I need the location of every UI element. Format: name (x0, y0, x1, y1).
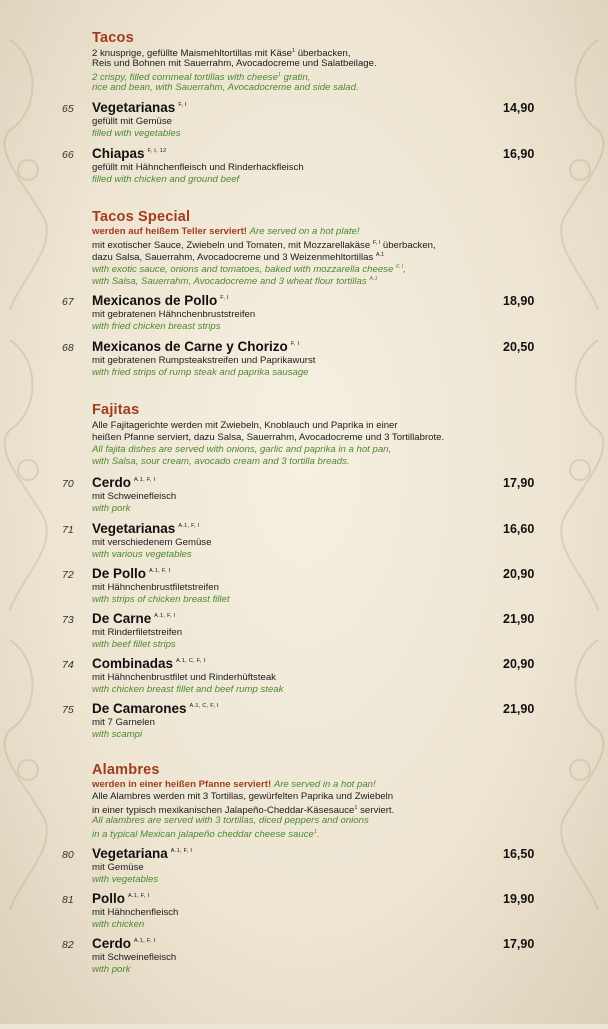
tacos-special-desc-de-1: mit exotischer Sauce, Zwiebeln und Tomaten, mit Mozzarellakäse $^{F, I}$ überbacken, (92, 240, 436, 251)
tacos-desc-en-1: 2 crispy, filled cornmeal tortillas with cheese$^1$ gratin, (92, 72, 311, 83)
alambres-desc-en-1: All alambres are served with 3 tortillas, diced peppers and onions (92, 815, 369, 826)
item-desc-en: with strips of chicken breast fillet (92, 594, 230, 605)
item-price: 20,50 (503, 340, 535, 354)
item-number: 81 (62, 894, 74, 906)
item-number: 80 (62, 849, 74, 861)
tacos-special-desc-de-2: dazu Salsa, Sauerrahm, Avocadocreme und 3 Weizenmehltortillas $^{A.1}$ (92, 252, 385, 263)
fajitas-desc-de-1: Alle Fajitagerichte werden mit Zwiebeln, Knoblauch und Paprika in einer (92, 420, 398, 431)
item-desc-de: mit gebratenen Hähnchenbruststreifen (92, 309, 256, 320)
item-number: 82 (62, 939, 74, 951)
right-ornament (552, 0, 608, 1024)
item-number: 74 (62, 659, 74, 671)
alambres-desc-de-1: Alle Alambres werden mit 3 Tortillas, gewürfelten Paprika und Zwiebeln (92, 791, 394, 802)
item-name: Mexicanos de Pollo $^{F, I}$ (92, 293, 229, 308)
item-number: 66 (62, 149, 74, 161)
item-price: 17,90 (503, 937, 535, 951)
item-number: 65 (62, 103, 74, 115)
tacos-desc-en-2: rice and bean, with Sauerrahm, Avocadocreme and side salad. (92, 82, 359, 93)
item-desc-de: gefüllt mit Hähnchenfleisch und Rinderhackfleisch (92, 162, 304, 173)
item-name: Mexicanos de Carne y Chorizo $^{F, I}$ (92, 339, 300, 354)
item-desc-de: mit Gemüse (92, 862, 144, 873)
section-title-alambres: Alambres (92, 762, 160, 778)
item-name: Pollo $^{A.1, F, I}$ (92, 891, 150, 906)
section-title-tacos: Tacos (92, 30, 134, 46)
item-name: Chiapas $^{F, I, 12}$ (92, 146, 167, 161)
item-name: De Camarones $^{A.1, C, F, I}$ (92, 701, 219, 716)
item-desc-de: gefüllt mit Gemüse (92, 116, 172, 127)
alambres-served: werden in einer heißen Pfanne serviert! Are served in a hot pan! (92, 779, 376, 790)
item-number: 73 (62, 614, 74, 626)
item-desc-en: filled with chicken and ground beef (92, 174, 240, 185)
fajitas-desc-de-2: heißen Pfanne serviert, dazu Salsa, Sauerrahm, Avocadocreme und 3 Tortillabrote. (92, 432, 445, 443)
item-desc-en: filled with vegetables (92, 128, 181, 139)
item-desc-en: with fried strips of rump steak and paprika sausage (92, 367, 309, 378)
item-desc-en: with chicken (92, 919, 145, 930)
item-desc-de: mit 7 Garnelen (92, 717, 155, 728)
item-number: 72 (62, 569, 74, 581)
left-ornament (0, 0, 56, 1024)
item-number: 75 (62, 704, 74, 716)
item-number: 70 (62, 478, 74, 490)
item-price: 19,90 (503, 892, 535, 906)
item-desc-en: with pork (92, 503, 131, 514)
fajitas-desc-en-1: All fajita dishes are served with onions, garlic and paprika in a hot pan, (92, 444, 392, 455)
item-number: 71 (62, 524, 74, 536)
item-name: Vegetarianas $^{F, I}$ (92, 100, 187, 115)
tacos-special-served: werden auf heißem Teller serviert! Are served on a hot plate! (92, 226, 360, 237)
item-desc-de: mit gebratenen Rumpsteakstreifen und Paprikawurst (92, 355, 316, 366)
item-desc-en: with chicken breast fillet and beef rump steak (92, 684, 284, 695)
item-desc-en: with beef fillet strips (92, 639, 176, 650)
item-desc-de: mit Schweinefleisch (92, 491, 177, 502)
tacos-special-desc-en-2: with Salsa, Sauerrahm, Avocadocreme and 3 wheat flour tortillas $^{A.1}$ (92, 276, 378, 287)
item-desc-en: with scampi (92, 729, 143, 740)
alambres-desc-de-2: in einer typisch mexikanischen Jalapeño-Cheddar-Käsesauce$^1$ serviert. (92, 805, 395, 816)
item-desc-de: mit Hähnchenfleisch (92, 907, 179, 918)
alambres-desc-en-2: in a typical Mexican jalapeño cheddar cheese sauce$^1$. (92, 829, 320, 840)
item-name: Combinadas $^{A.1, C, F, I}$ (92, 656, 206, 671)
item-name: Vegetarianas $^{A.1, F, I}$ (92, 521, 200, 536)
item-desc-en: with fried chicken breast strips (92, 321, 221, 332)
tacos-desc-de-1: 2 knusprige, gefüllte Maismehltortillas mit Käse$^1$ überbacken, (92, 48, 351, 59)
item-name: De Carne $^{A.1, F, I}$ (92, 611, 176, 626)
item-price: 21,90 (503, 612, 535, 626)
section-title-fajitas: Fajitas (92, 402, 140, 418)
item-price: 20,90 (503, 567, 535, 581)
item-desc-en: with pork (92, 964, 131, 975)
item-price: 21,90 (503, 702, 535, 716)
tacos-desc-de-2: Reis und Bohnen mit Sauerrahm, Avocadocreme und Salatbeilage. (92, 58, 377, 69)
item-desc-de: mit Hähnchenbrustfiletstreifen (92, 582, 219, 593)
item-name: Cerdo $^{A.1, F, I}$ (92, 936, 156, 951)
item-name: Vegetariana $^{A.1, F, I}$ (92, 846, 193, 861)
item-name: De Pollo $^{A.1, F, I}$ (92, 566, 171, 581)
item-price: 18,90 (503, 294, 535, 308)
item-price: 17,90 (503, 476, 535, 490)
item-desc-en: with various vegetables (92, 549, 192, 560)
item-name: Cerdo $^{A.1, F, I}$ (92, 475, 156, 490)
item-price: 20,90 (503, 657, 535, 671)
item-desc-de: mit Rinderfiletstreifen (92, 627, 183, 638)
item-desc-de: mit Hähnchenbrustfilet und Rinderhüftsteak (92, 672, 276, 683)
item-price: 16,50 (503, 847, 535, 861)
item-number: 68 (62, 342, 74, 354)
item-price: 16,60 (503, 522, 535, 536)
item-price: 16,90 (503, 147, 535, 161)
tacos-special-desc-en-1: with exotic sauce, onions and tomatoes, baked with mozzarella cheese $^{F, I}$, (92, 264, 406, 275)
fajitas-desc-en-2: with Salsa, sour cream, avocado cream and 3 tortilla breads. (92, 456, 350, 467)
item-number: 67 (62, 296, 74, 308)
item-price: 14,90 (503, 101, 535, 115)
item-desc-de: mit Schweinefleisch (92, 952, 177, 963)
section-title-tacos-special: Tacos Special (92, 209, 191, 225)
item-desc-de: mit verschiedenem Gemüse (92, 537, 212, 548)
item-desc-en: with vegetables (92, 874, 159, 885)
